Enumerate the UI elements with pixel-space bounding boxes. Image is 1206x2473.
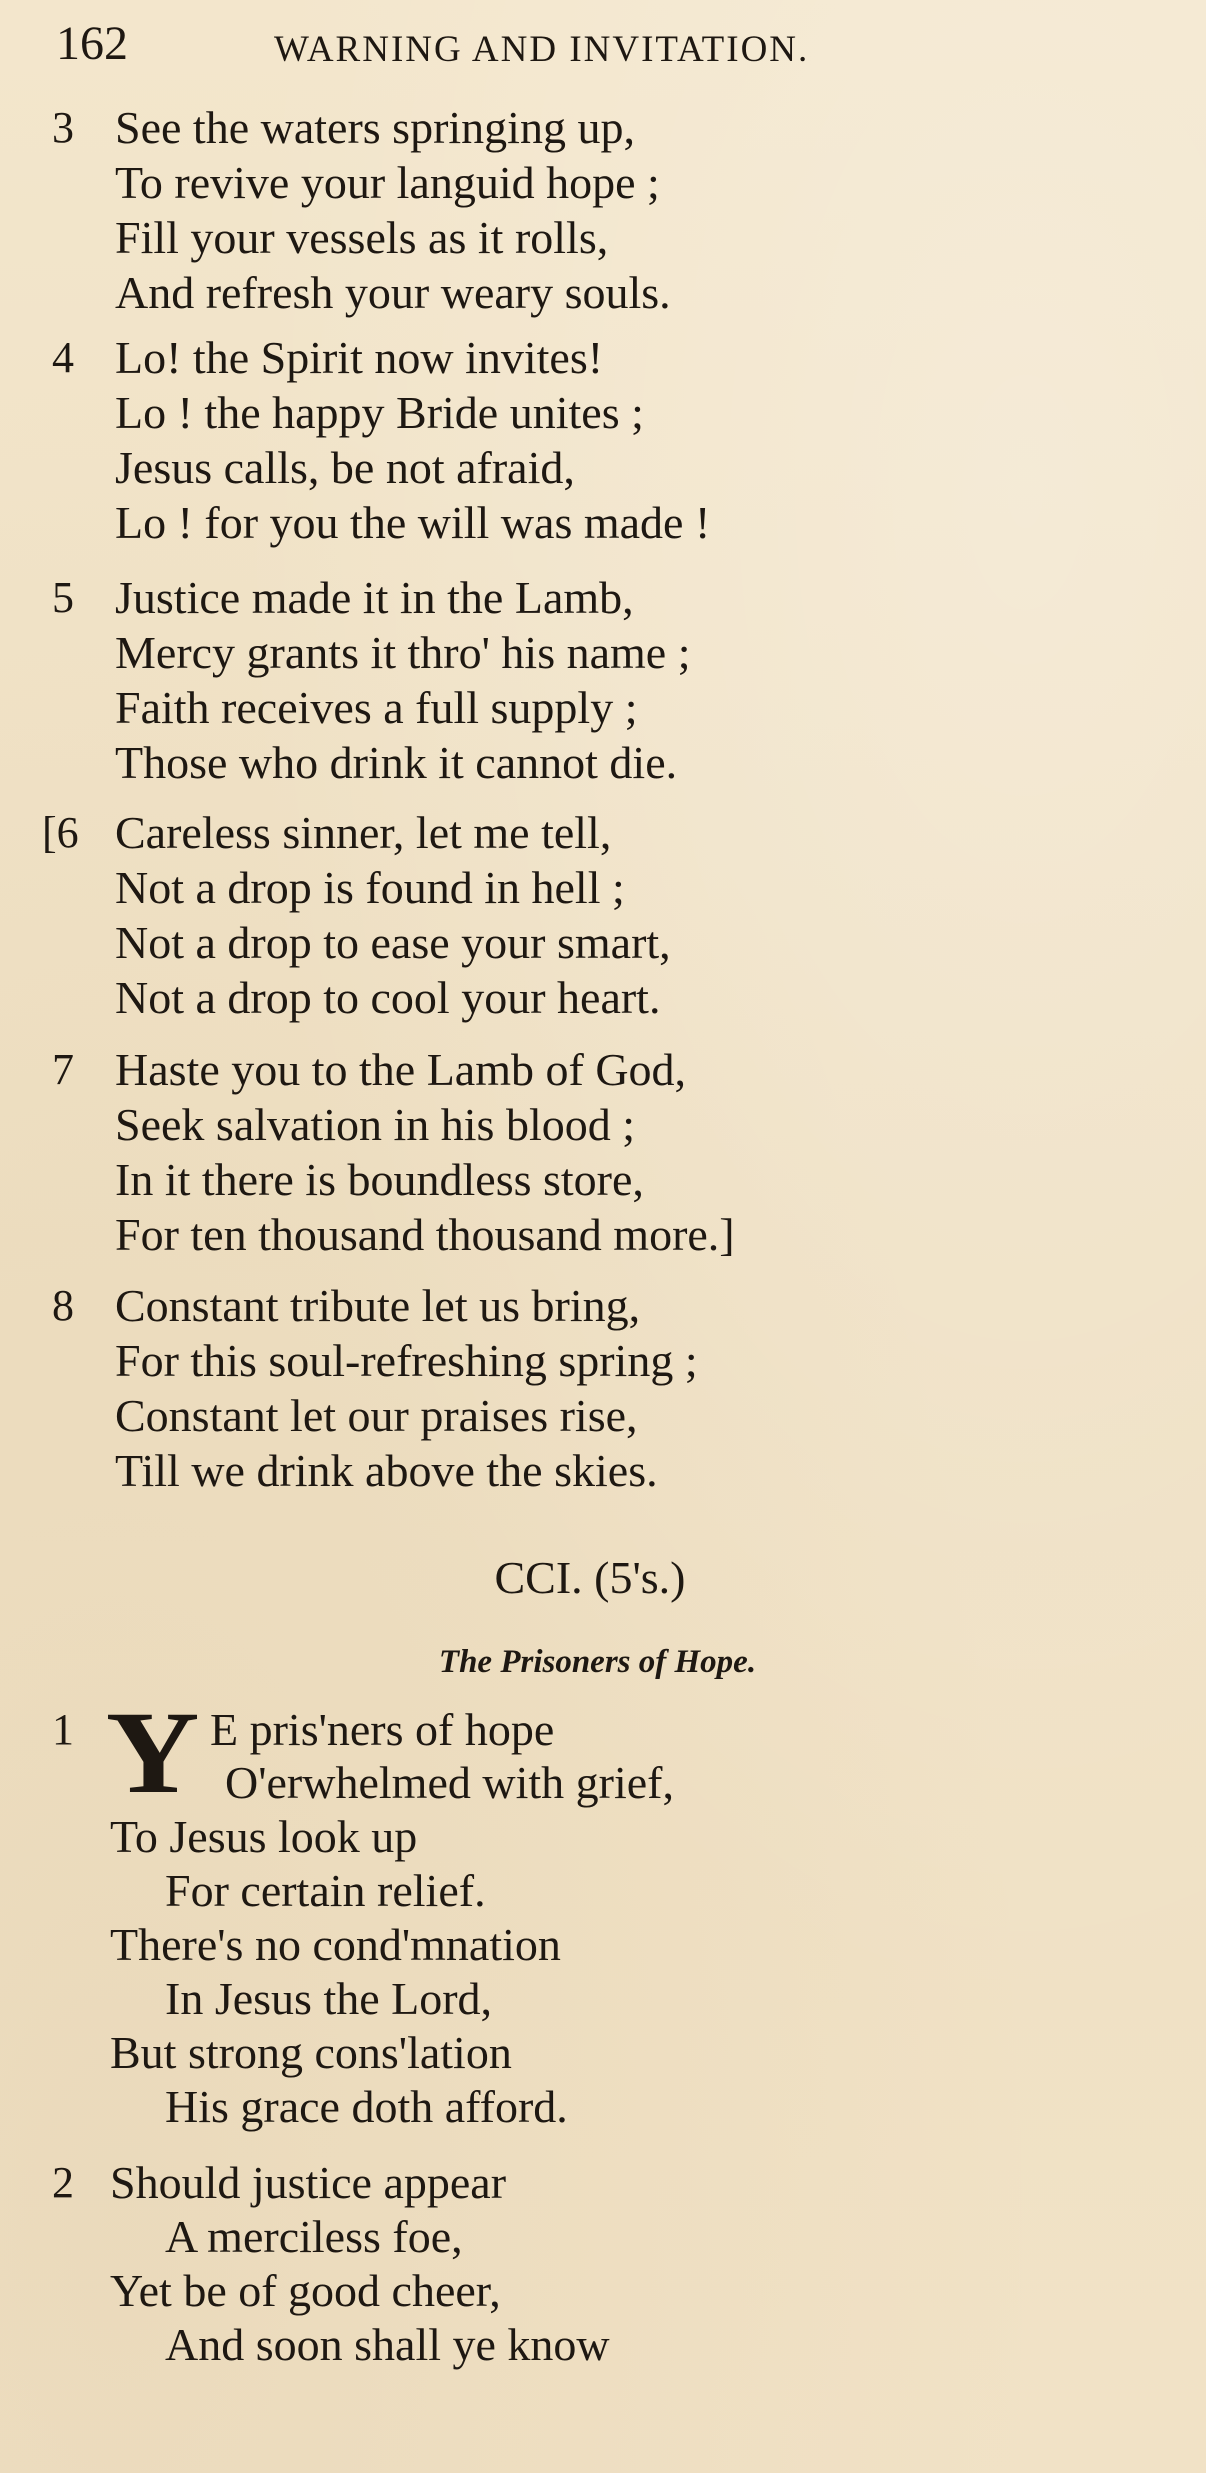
verse-line: Lo ! the happy Bride unites ; <box>115 387 644 438</box>
verse-line: For certain relief. <box>165 1865 486 1916</box>
verse-number: [6 <box>42 808 79 857</box>
verse-line: Yet be of good cheer, <box>110 2265 501 2316</box>
verse-line: Till we drink above the skies. <box>115 1445 658 1496</box>
page-header <box>56 14 1056 74</box>
verse-number: 5 <box>52 573 74 622</box>
verse-line: Not a drop to ease your smart, <box>115 917 671 968</box>
verse-line: Mercy grants it thro' his name ; <box>115 627 691 678</box>
verse-line: Seek salvation in his blood ; <box>115 1099 636 1150</box>
verse-number: 8 <box>52 1281 74 1330</box>
verse-number: 4 <box>52 333 74 382</box>
verse-line: In Jesus the Lord, <box>165 1973 493 2024</box>
verse-number: 7 <box>52 1045 74 1094</box>
verse-line: E pris'ners of hope <box>210 1704 555 1755</box>
verse-line: Lo! the Spirit now invites! <box>115 332 604 383</box>
verse-line: See the waters springing up, <box>115 102 635 153</box>
verse-line: Haste you to the Lamb of God, <box>115 1044 687 1095</box>
verse-number: 2 <box>52 2158 74 2207</box>
verse-line: Not a drop to cool your heart. <box>115 972 661 1023</box>
verse-line: Lo ! for you the will was made ! <box>115 497 711 548</box>
verse-line: To revive your languid hope ; <box>115 157 660 208</box>
verse-line: Careless sinner, let me tell, <box>115 807 612 858</box>
hymn-title: CCI. (5's.) <box>494 1552 686 1603</box>
verse-line: And soon shall ye know <box>165 2319 610 2370</box>
hymn-subtitle: The Prisoners of Hope. <box>438 1644 757 1680</box>
verse-line: And refresh your weary souls. <box>115 267 671 318</box>
verse-line: Constant tribute let us bring, <box>115 1280 641 1331</box>
verse-line: Those who drink it cannot die. <box>115 737 678 788</box>
verse-line: Not a drop is found in hell ; <box>115 862 625 913</box>
verse-line: O'erwhelmed with grief, <box>225 1757 674 1808</box>
verse-line: In it there is boundless store, <box>115 1154 644 1205</box>
verse-line: Justice made it in the Lamb, <box>115 572 634 623</box>
verse-line: His grace doth afford. <box>165 2081 568 2132</box>
verse-line: Should justice appear <box>110 2157 507 2208</box>
verse-line: But strong cons'lation <box>110 2027 512 2078</box>
verse-line: There's no cond'mnation <box>110 1919 561 1970</box>
verse-line: A merciless foe, <box>165 2211 463 2262</box>
verse-line: For this soul-refreshing spring ; <box>115 1335 698 1386</box>
running-head: WARNING AND INVITATION. <box>274 29 810 70</box>
drop-cap: Y <box>105 1687 200 1818</box>
verse-line: Constant let our praises rise, <box>115 1390 638 1441</box>
verse-number: 1 <box>52 1705 74 1754</box>
verse-number: 3 <box>52 103 74 152</box>
verse-line: Jesus calls, be not afraid, <box>115 442 575 493</box>
verse-line: For ten thousand thousand more.] <box>115 1209 735 1260</box>
verse-line: To Jesus look up <box>110 1811 418 1862</box>
verse-line: Faith receives a full supply ; <box>115 682 638 733</box>
verse-line: Fill your vessels as it rolls, <box>115 212 609 263</box>
page-number: 162 <box>56 17 128 70</box>
